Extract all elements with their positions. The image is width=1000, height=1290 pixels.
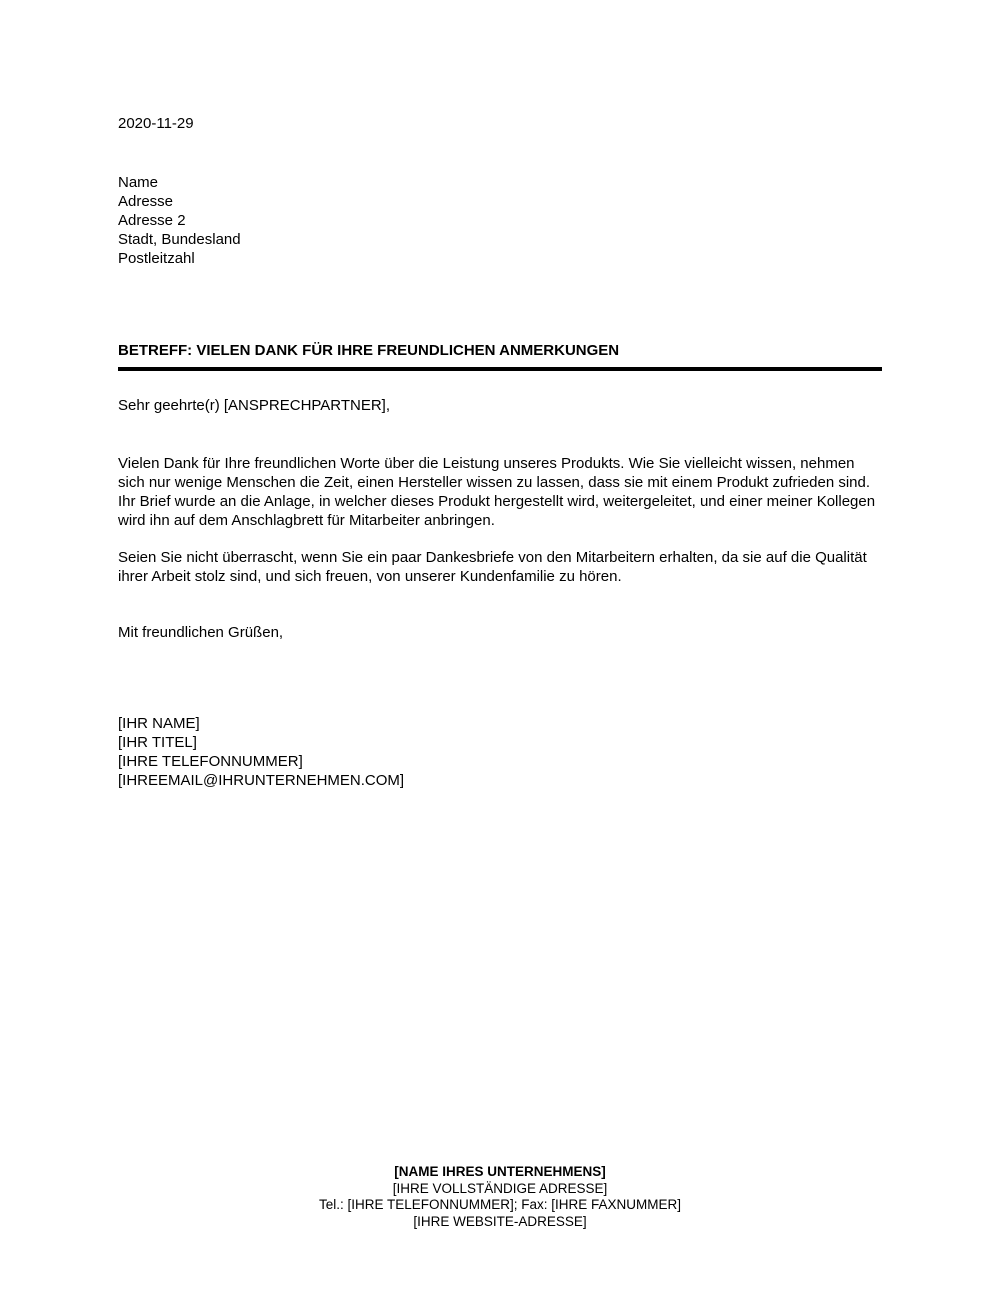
subject-line: BETREFF: VIELEN DANK FÜR IHRE FREUNDLICHEN ANMERKUNGEN [118, 342, 620, 359]
recipient-address-block [118, 173, 882, 268]
letter-date: 2020-11-29 [118, 115, 194, 132]
letter-content [0, 114, 1000, 1230]
salutation: Sehr geehrte(r) [ANSPRECHPARTNER], [118, 397, 391, 414]
recipient-city-state: Stadt, Bundesland [118, 231, 241, 248]
recipient-address-line-1: Adresse [118, 193, 174, 210]
signature-title: [IHR TITEL] [118, 734, 197, 751]
recipient-address-line-2: Adresse 2 [118, 212, 186, 229]
footer-company-address: [IHRE VOLLSTÄNDIGE ADRESSE] [392, 1180, 608, 1196]
company-footer [118, 1164, 882, 1230]
subject-divider-rule [118, 367, 882, 371]
recipient-postal-code: Postleitzahl [118, 250, 195, 267]
signature-block [118, 714, 882, 790]
signature-phone: [IHRE TELEFONNUMMER] [118, 753, 303, 770]
body-paragraph-2: Seien Sie nicht überrascht, wenn Sie ein paar Dankesbriefe von den Mitarbeitern erhalten, da sie auf die Qualität ihrer Arbeit stolz sind, und sich freuen, von unserer Kundenfamilie zu hören. [118, 549, 867, 585]
footer-company-name: [NAME IHRES UNTERNEHMENS] [394, 1164, 606, 1179]
footer-phone-fax: Tel.: [IHRE TELEFONNUMMER]; Fax: [IHRE FAXNUMMER] [318, 1197, 682, 1212]
recipient-name: Name [118, 174, 159, 191]
signature-email: [IHREEMAIL@IHRUNTERNEHMEN.COM] [118, 772, 405, 789]
closing-phrase: Mit freundlichen Grüßen, [118, 624, 284, 641]
signature-name: [IHR NAME] [118, 715, 200, 732]
footer-website: [IHRE WEBSITE-ADRESSE] [413, 1213, 587, 1229]
body-paragraph-1: Vielen Dank für Ihre freundlichen Worte über die Leistung unseres Produkts. Wie Sie vielleicht wissen, nehmen sich nur wenige Menschen die Zeit, einen Hersteller wissen zu lassen, dass sie mit einem Produkt zufrieden sind. Ihr Brief wurde an die Anlage, in welcher dieses Produkt hergestellt wird, weitergeleitet, und einer meiner Kollegen wird ihn auf dem Anschlagbrett für Mitarbeiter anbringen. [118, 455, 876, 529]
